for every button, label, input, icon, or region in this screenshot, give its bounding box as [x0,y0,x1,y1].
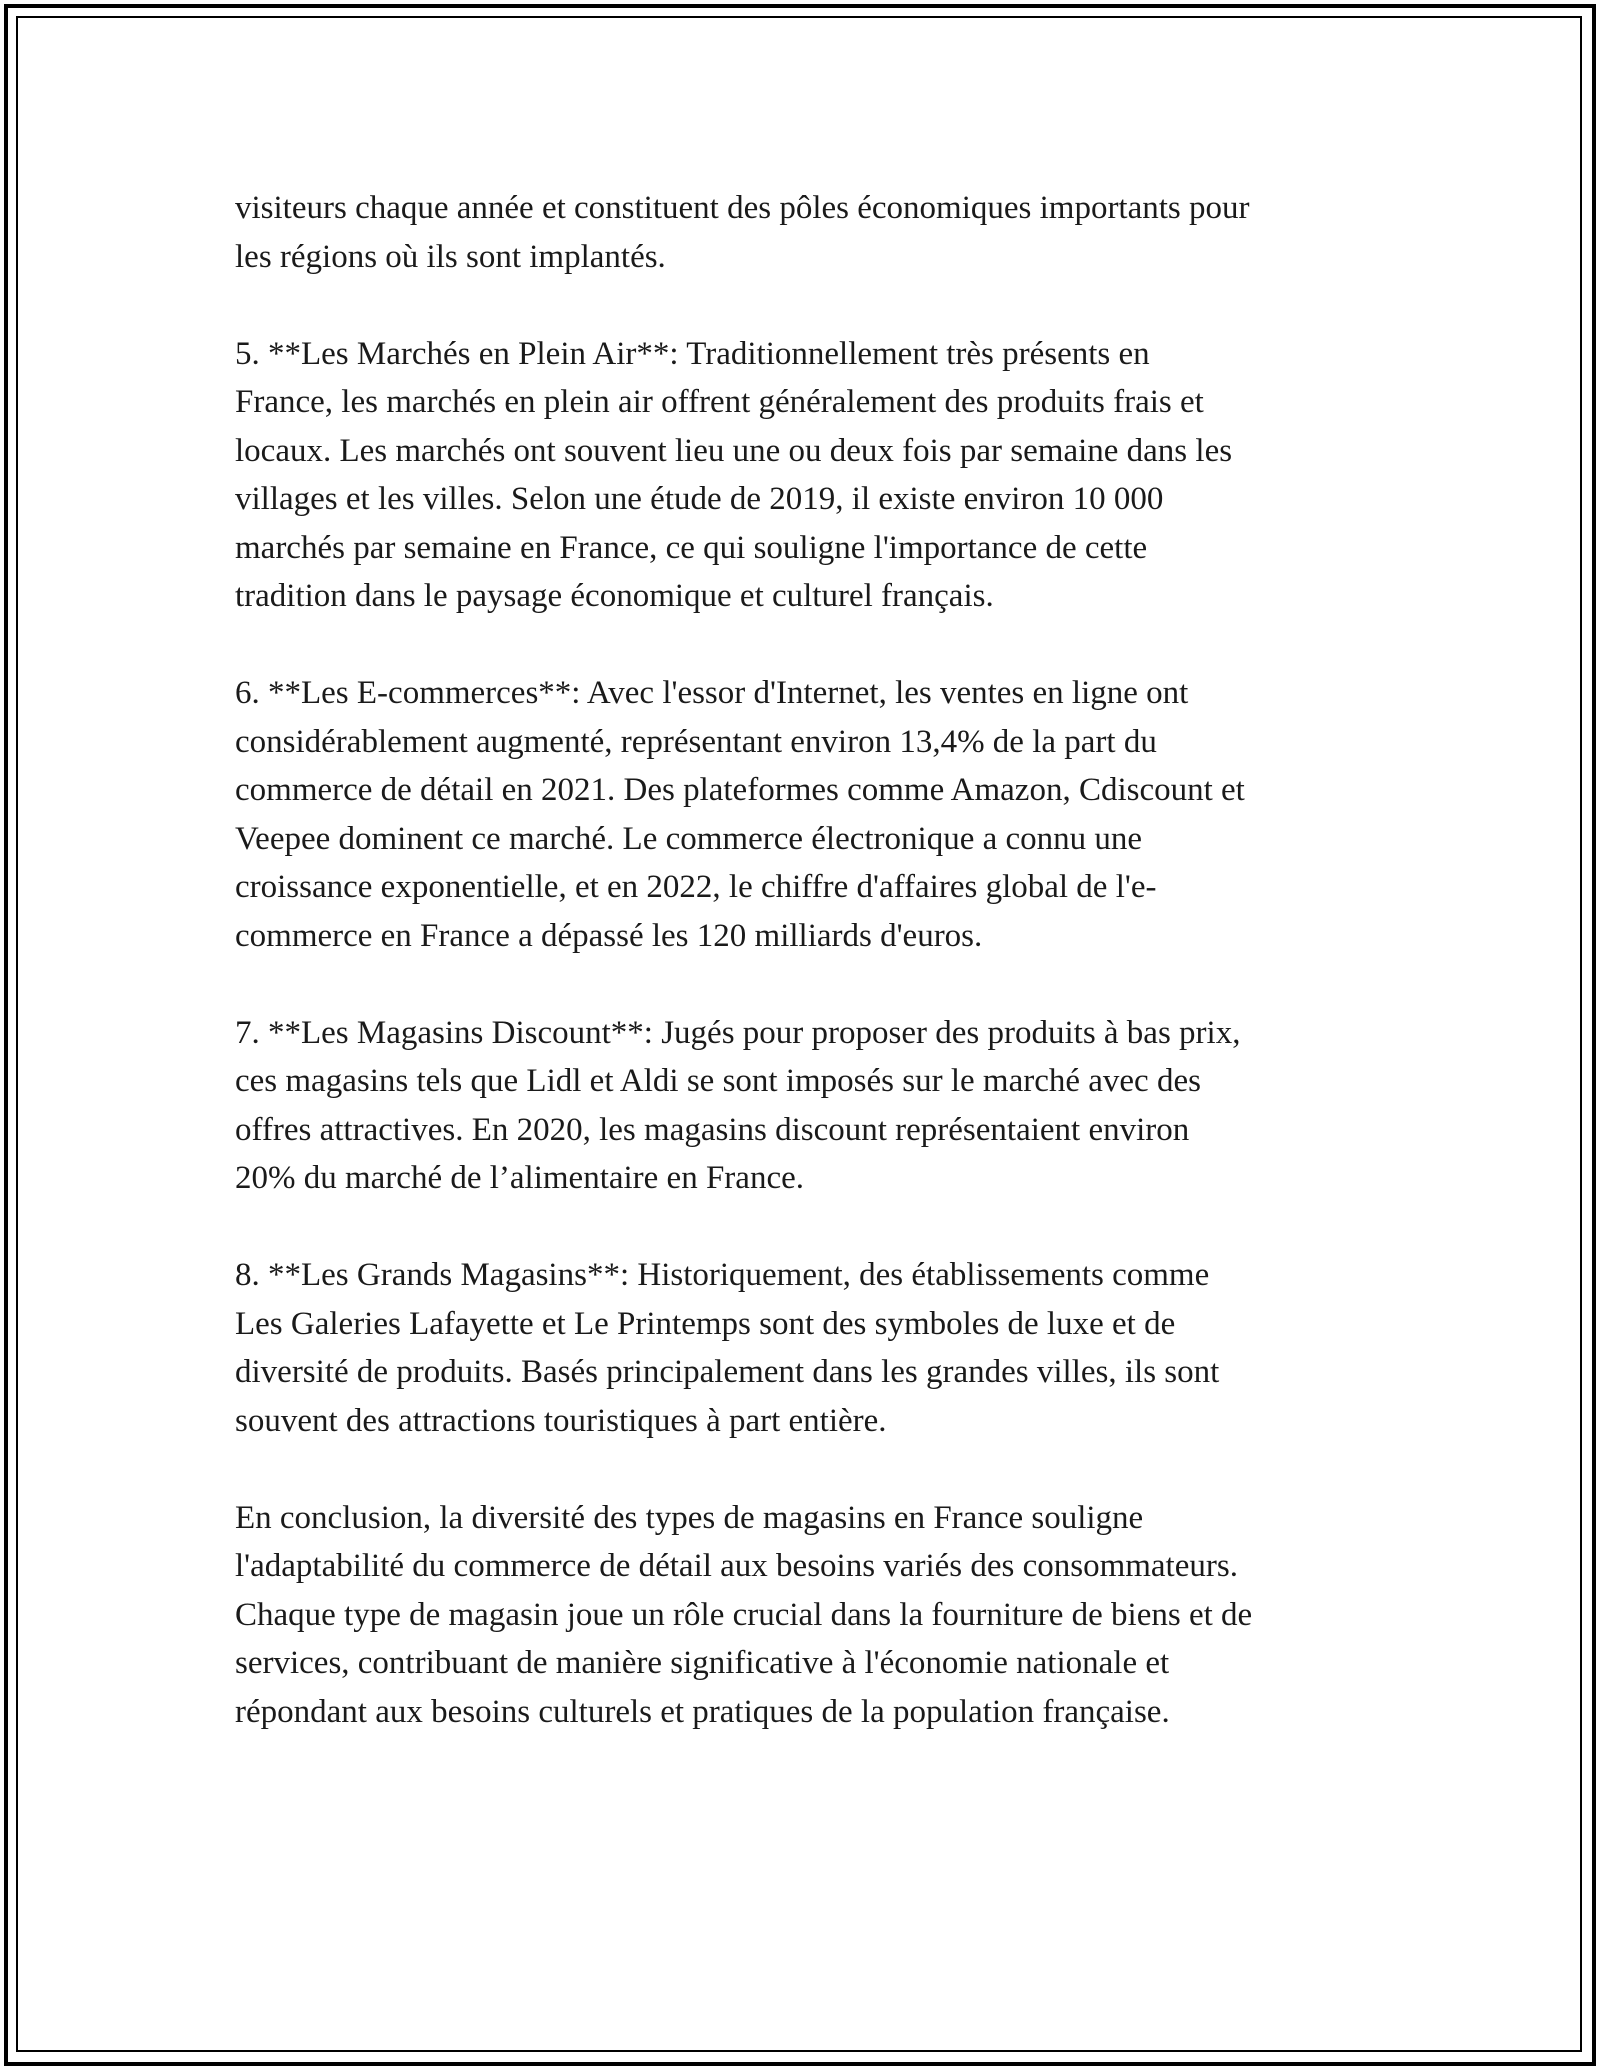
paragraph-marches-plein-air: 5. **Les Marchés en Plein Air**: Traditionnellement très présents en France, les marchés en plein air offrent généralement des produits frais et locaux. Les marchés ont souvent lieu une ou deux fois par semaine dans les villages et les villes. Selon une étude de 2019, il existe environ 10 000 marchés par semaine en France, ce qui souligne l'importance de cette tradition dans le paysage économique et culturel français. [235,335,1233,614]
paragraph-e-commerces: 6. **Les E-commerces**: Avec l'essor d'Internet, les ventes en ligne ont considérablement augmenté, représentant environ 13,4% de la part du commerce de détail en 2021. Des plateformes comme Amazon, Cdiscount et Veepee dominent ce marché. Le commerce électronique a connu une croissance exponentielle, et en 2022, le chiffre d'affaires global de l'e- commerce en France a dépassé les 120 milliards d'euros. [235,675,1245,954]
paragraph-continuation: visiteurs chaque année et constituent des pôles économiques importants pour les régions où ils sont implantés. [235,190,1250,275]
paragraph-grands-magasins: 8. **Les Grands Magasins**: Historiquement, des établissements comme Les Galeries Lafayette et Le Printemps sont des symboles de luxe et de diversité de produits. Basés principalement dans les grandes villes, ils sont souvent des attractions touristiques à part entière. [235,1257,1220,1439]
paragraph-magasins-discount: 7. **Les Magasins Discount**: Jugés pour proposer des produits à bas prix, ces magasins tels que Lidl et Aldi se sont imposés sur le marché avec des offres attractives. En 2020, les magasins discount représentaient environ 20% du marché de l’alimentaire en France. [235,1014,1241,1196]
paragraph-conclusion: En conclusion, la diversité des types de magasins en France souligne l'adaptabilité du commerce de détail aux besoins variés des consommateurs. Chaque type de magasin joue un rôle crucial dans la fourniture de biens et de services, contribuant de manière significative à l'économie nationale et répondant aux besoins culturels et pratiques de la population française. [235,1499,1253,1730]
document-body [235,184,1375,1785]
